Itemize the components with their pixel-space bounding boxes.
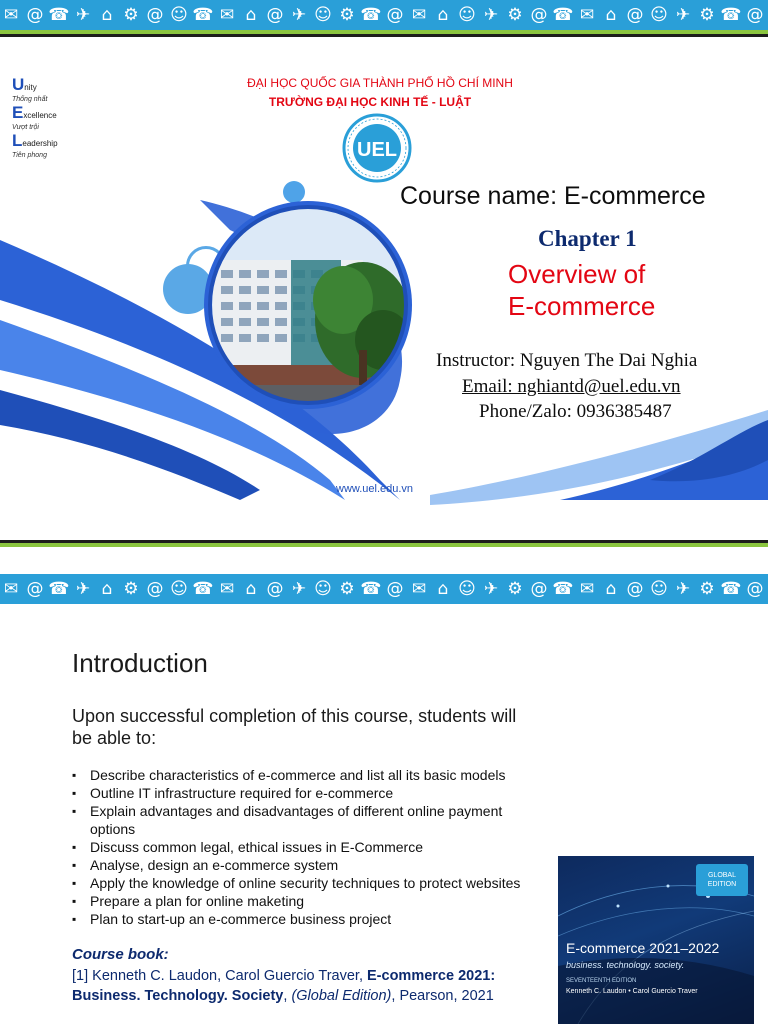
banner-icon: ✉ bbox=[579, 579, 597, 599]
banner-icon: ☎ bbox=[720, 579, 744, 599]
chapter-title bbox=[508, 258, 758, 322]
banner-icon: ✈ bbox=[75, 5, 93, 25]
course-name: Course name: E-commerce bbox=[400, 182, 706, 210]
university-name: ĐẠI HỌC QUỐC GIA THÀNH PHỐ HỒ CHÍ MINH bbox=[247, 76, 513, 90]
reference-title: E-commerce 2021: Business. Technology. Society bbox=[72, 968, 496, 1004]
banner-icon: ⚙ bbox=[699, 5, 717, 25]
banner-icon: ⌂ bbox=[101, 579, 115, 599]
learning-outcome-item: ▪ Outline IT infrastructure required for e-commerce bbox=[72, 784, 542, 802]
book-title: E-commerce 2021–2022 bbox=[566, 940, 720, 956]
acronym-item bbox=[12, 103, 92, 132]
introduction-slide bbox=[0, 610, 768, 1024]
intro-line-2: be able to: bbox=[72, 728, 157, 748]
banner-icon: ☎ bbox=[552, 5, 576, 25]
acronym-word: xcellence bbox=[23, 111, 57, 120]
instructor-phone: Phone/Zalo: 0936385487 bbox=[479, 401, 672, 422]
reference-publisher: , Pearson, 2021 bbox=[391, 988, 494, 1004]
banner-icon: ✉ bbox=[219, 579, 237, 599]
learning-outcome-item: ▪ Explain advantages and disadvantages of different online payment options bbox=[72, 802, 542, 838]
banner-icon: ✈ bbox=[75, 579, 93, 599]
banner-icon: ⌂ bbox=[437, 579, 451, 599]
banner-icon: ✈ bbox=[675, 579, 693, 599]
banner-icon: @ bbox=[386, 5, 406, 25]
banner-icon: ⌂ bbox=[605, 5, 619, 25]
top-icon-banner bbox=[0, 0, 768, 30]
reference-edition: (Global Edition) bbox=[291, 988, 392, 1004]
banner-icon: ⌂ bbox=[101, 5, 115, 25]
global-edition-badge bbox=[696, 864, 748, 896]
banner-icon: ☎ bbox=[48, 579, 72, 599]
course-book-reference bbox=[72, 966, 552, 1006]
banner-icon: ⚙ bbox=[339, 5, 357, 25]
banner-icon: @ bbox=[746, 579, 766, 599]
banner-icon: ☺ bbox=[170, 5, 190, 25]
banner-icon: ⌂ bbox=[245, 5, 259, 25]
acronym-vietnamese: Tiên phong bbox=[12, 152, 47, 159]
acronym-word: eadership bbox=[22, 139, 58, 148]
banner-icon: ⌂ bbox=[245, 579, 259, 599]
banner-icon: ☎ bbox=[192, 579, 216, 599]
badge-line2: EDITION bbox=[707, 881, 737, 888]
intro-line-1: Upon successful completion of this course, students will bbox=[72, 706, 517, 726]
banner-icon: ✈ bbox=[483, 5, 501, 25]
banner-icon: @ bbox=[146, 5, 166, 25]
intro-paragraph bbox=[72, 705, 562, 749]
acronym-word: nity bbox=[24, 83, 37, 92]
banner-icon: ✉ bbox=[411, 5, 429, 25]
bottom-icon-banner bbox=[0, 574, 768, 604]
banner-icon: ⚙ bbox=[123, 5, 141, 25]
banner-icon: ✉ bbox=[411, 579, 429, 599]
banner-icon: @ bbox=[266, 579, 286, 599]
book-edition: SEVENTEENTH EDITION bbox=[566, 978, 637, 984]
banner-icon: @ bbox=[26, 579, 46, 599]
uel-acronym bbox=[12, 75, 92, 162]
banner-icon: @ bbox=[266, 5, 286, 25]
instructor-email-link[interactable]: Email: nghiantd@uel.edu.vn bbox=[462, 376, 681, 397]
banner-icon: ☎ bbox=[552, 579, 576, 599]
banner-icon: ⚙ bbox=[699, 579, 717, 599]
banner-icon: @ bbox=[746, 5, 766, 25]
banner-icon: @ bbox=[146, 579, 166, 599]
banner-icon: ☺ bbox=[650, 5, 670, 25]
banner-icon: ⚙ bbox=[507, 579, 525, 599]
banner-icon-row bbox=[0, 577, 768, 601]
website-link[interactable]: www.uel.edu.vn bbox=[336, 483, 414, 495]
banner-icon: ⌂ bbox=[437, 5, 451, 25]
banner-icon: @ bbox=[626, 5, 646, 25]
banner-icon-row bbox=[0, 3, 768, 27]
banner-icon: ✈ bbox=[291, 5, 309, 25]
banner-icon: ✉ bbox=[219, 5, 237, 25]
banner-icon: ☺ bbox=[650, 579, 670, 599]
acronym-item bbox=[12, 131, 92, 160]
banner-icon: ☺ bbox=[458, 579, 478, 599]
banner-icon: ✉ bbox=[3, 579, 21, 599]
acronym-item bbox=[12, 75, 92, 104]
dark-stripe bbox=[0, 34, 768, 37]
chapter-title-line2: E-commerce bbox=[508, 291, 656, 321]
badge-line1: GLOBAL bbox=[707, 872, 736, 879]
banner-icon: @ bbox=[386, 579, 406, 599]
banner-icon: ⚙ bbox=[507, 5, 525, 25]
reference-separator: , bbox=[283, 988, 292, 1004]
learning-outcomes-list bbox=[72, 766, 542, 928]
banner-icon: @ bbox=[26, 5, 46, 25]
uel-logo bbox=[342, 113, 412, 183]
banner-icon: ☎ bbox=[720, 5, 744, 25]
instructor-name: Instructor: Nguyen The Dai Nghia bbox=[436, 350, 698, 371]
banner-icon: ☎ bbox=[360, 579, 384, 599]
banner-icon: ☎ bbox=[192, 5, 216, 25]
banner-icon: @ bbox=[626, 579, 646, 599]
learning-outcome-item: ▪ Analyse, design an e-commerce system bbox=[72, 856, 542, 874]
learning-outcome-item: ▪ Plan to start-up an e-commerce business project bbox=[72, 910, 542, 928]
chapter-label: Chapter 1 bbox=[538, 226, 637, 251]
learning-outcome-item: ▪ Prepare a plan for online maketing bbox=[72, 892, 542, 910]
learning-outcome-item: ▪ Describe characteristics of e-commerce and list all its basic models bbox=[72, 766, 542, 784]
banner-icon: ✈ bbox=[675, 5, 693, 25]
acronym-letter: L bbox=[12, 131, 23, 150]
slide-heading: Introduction bbox=[72, 648, 208, 678]
banner-icon: @ bbox=[530, 579, 550, 599]
banner-icon: ☎ bbox=[360, 5, 384, 25]
acronym-letter: E bbox=[12, 103, 24, 122]
reference-authors: [1] Kenneth C. Laudon, Carol Guercio Traver, bbox=[72, 968, 367, 984]
learning-outcome-item: ▪ Apply the knowledge of online security techniques to protect websites bbox=[72, 874, 542, 892]
logo-text: UEL bbox=[357, 139, 397, 161]
banner-icon: ⚙ bbox=[123, 579, 141, 599]
banner-icon: ✉ bbox=[3, 5, 21, 25]
campus-building-photo bbox=[203, 200, 413, 410]
acronym-vietnamese: Thống nhất bbox=[12, 96, 48, 103]
banner-icon: ☺ bbox=[458, 5, 478, 25]
banner-icon: ✉ bbox=[579, 5, 597, 25]
banner-icon: @ bbox=[530, 5, 550, 25]
book-authors: Kenneth C. Laudon • Carol Guercio Traver bbox=[566, 988, 698, 995]
faculty-name: TRƯỜNG ĐẠI HỌC KINH TẾ - LUẬT bbox=[268, 95, 472, 109]
banner-icon: ⚙ bbox=[339, 579, 357, 599]
banner-icon: ✈ bbox=[291, 579, 309, 599]
banner-icon: ☺ bbox=[314, 579, 334, 599]
banner-icon: ☺ bbox=[314, 5, 334, 25]
acronym-letter: U bbox=[12, 75, 25, 94]
white-gap bbox=[0, 547, 768, 574]
banner-icon: ☺ bbox=[170, 579, 190, 599]
acronym-vietnamese: Vượt trội bbox=[12, 124, 39, 131]
banner-icon: ✈ bbox=[483, 579, 501, 599]
book-cover-image bbox=[558, 856, 754, 1024]
acronym-list bbox=[12, 75, 92, 160]
chapter-title-line1: Overview of bbox=[508, 259, 646, 289]
banner-icon: ⌂ bbox=[605, 579, 619, 599]
book-subtitle: business. technology. society. bbox=[566, 960, 685, 970]
course-book-label: Course book: bbox=[72, 946, 169, 963]
banner-icon: ☎ bbox=[48, 5, 72, 25]
learning-outcome-item: ▪ Discuss common legal, ethical issues in E-Commerce bbox=[72, 838, 542, 856]
